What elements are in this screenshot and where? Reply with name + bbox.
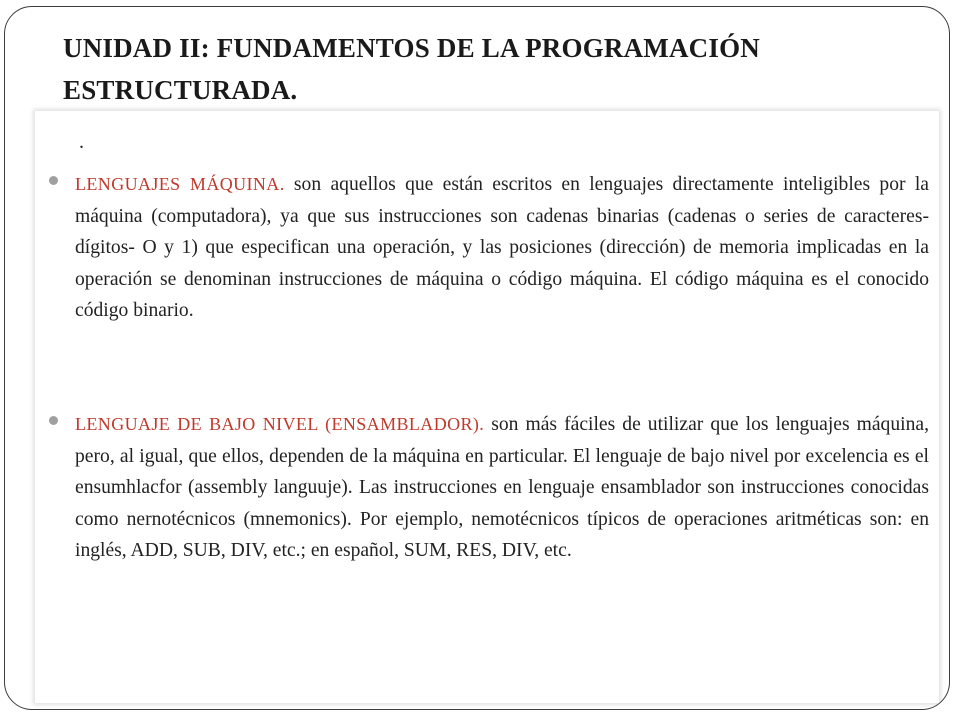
bullet-marker [49,416,58,425]
bullet-body: son aquellos que están escritos en lenguajes directamente inteligibles por la máquina (computadora), ya que sus instrucciones son cadenas binarias (cadenas o series de caracteres-dígitos- O y 1) que especifican una operación, y las posiciones (dirección) de memoria implicadas en la operación se denominan instrucciones de máquina o código máquina. El código máquina es el conocido código binario. [75,174,929,321]
bullet-marker [49,176,58,185]
bullet-term: LENGUAJES MÁQUINA. [75,174,285,194]
slide-frame [4,6,950,710]
bullet-body: son más fáciles de utilizar que los lenguajes máquina, pero, al igual, que ellos, dependen de la máquina en particular. El lenguaje de bajo nivel por excelencia es el ensumhlacfor (assembly languuje). Las instrucciones en lenguaje ensamblador son instrucciones conocidas como nernotécnicos (mnemonics). Por ejemplo, nemotécnicos típicos de operaciones aritméticas son: en inglés, ADD, SUB, DIV, etc.; en español, SUM, RES, DIV, etc. [75,414,929,561]
content-box [35,111,939,703]
intro-dot: . [79,131,84,153]
bullet-paragraph [75,169,929,327]
bullet-term: LENGUAJE DE BAJO NIVEL (ENSAMBLADOR). [75,414,485,434]
bullet-paragraph [75,409,929,567]
slide-title: UNIDAD II: FUNDAMENTOS DE LA PROGRAMACIÓN ESTRUCTURADA. [63,33,760,105]
